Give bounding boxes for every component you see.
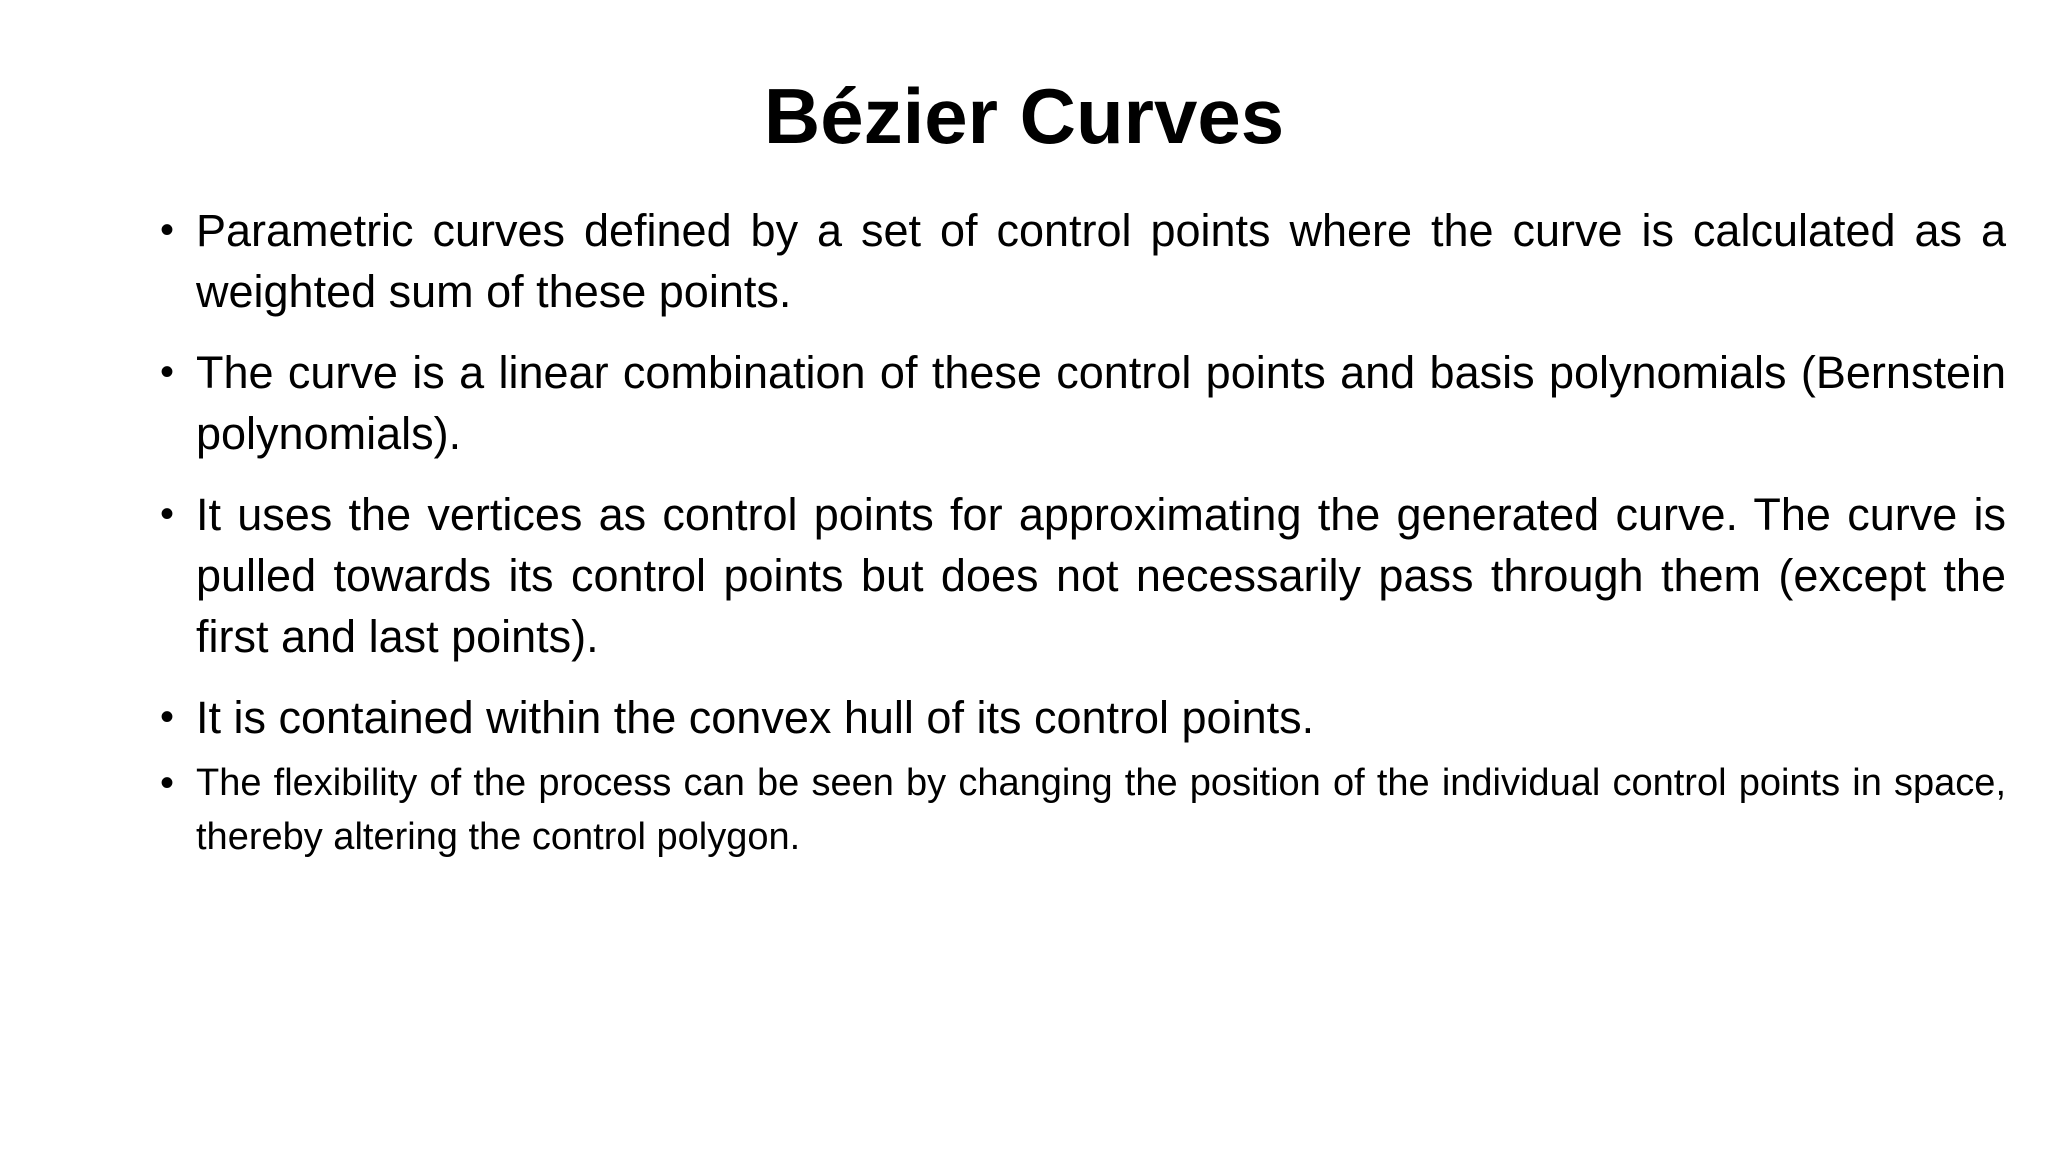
- bullet-text: The curve is a linear combination of these control points and basis polynomials (Bernstein polynomials).: [196, 347, 2006, 459]
- bullet-icon: •: [160, 492, 175, 536]
- bullet-text: Parametric curves defined by a set of control points where the curve is calculated as a weighted sum of these points.: [196, 205, 2006, 317]
- bullet-icon: •: [160, 761, 175, 805]
- bullet-item: [160, 484, 2006, 667]
- bullet-item: [160, 756, 2006, 864]
- bullet-text: It is contained within the convex hull of its control points.: [196, 692, 1315, 743]
- bullet-text: It uses the vertices as control points for approximating the generated curve. The curve is pulled towards its control points but does not necessarily pass through them (except the first and last points).: [196, 489, 2006, 662]
- bullet-item: [160, 687, 2006, 748]
- slide-title: Bézier Curves: [763, 72, 1285, 160]
- bullet-list: [160, 200, 2006, 864]
- bullet-item: [160, 200, 2006, 322]
- bullet-icon: •: [160, 695, 175, 739]
- bullet-item: [160, 342, 2006, 464]
- bullet-text: The flexibility of the process can be seen by changing the position of the individual control points in space, thereby altering the control polygon.: [196, 762, 2006, 858]
- bullet-icon: •: [160, 350, 175, 394]
- bullet-icon: •: [160, 208, 175, 252]
